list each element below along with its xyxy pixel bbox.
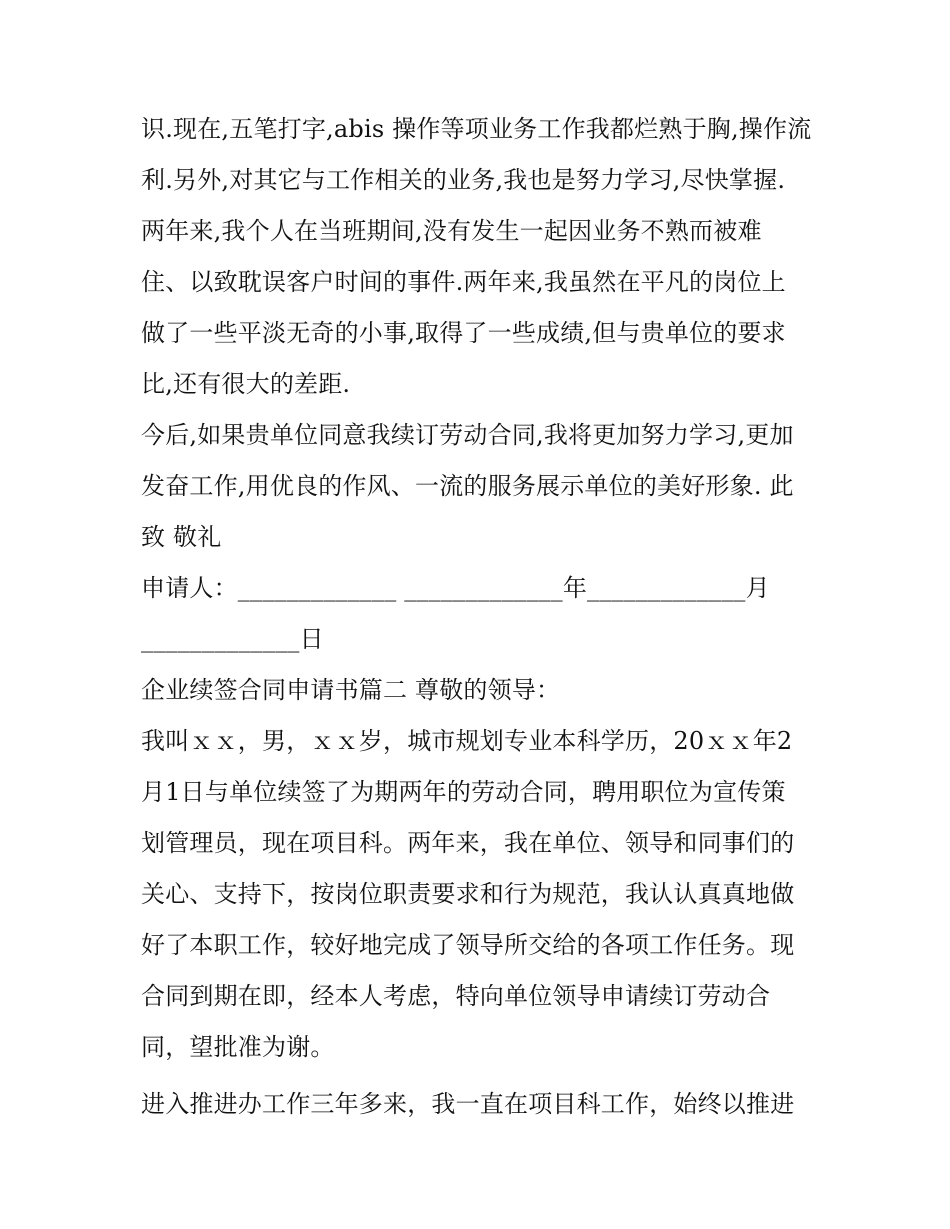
text-line: 月1日与单位续签了为期两年的劳动合同，聘用职位为宣传策 [141, 778, 786, 806]
signature-line: 申请人：_____________ _____________年_____________月 [141, 574, 770, 602]
text-line: 识.现在,五笔打字,abis 操作等项业务工作我都烂熟于胸,操作流 [141, 115, 812, 143]
text-line: 同，望批准为谢。 [141, 1033, 335, 1061]
text-line: 住、以致耽误客户时间的事件.两年来,我虽然在平凡的岗位上 [141, 268, 786, 296]
text-line: 进入推进办工作三年多来，我一直在项目科工作，始终以推进 [141, 1090, 795, 1118]
text-line: 关心、支持下，按岗位职责要求和行为规范，我认认真真地做 [141, 880, 795, 908]
text-line: 合同到期在即，经本人考虑，特向单位领导申请续订劳动合 [141, 982, 771, 1010]
text-line: 今后,如果贵单位同意我续订劳动合同,我将更加努力学习,更加 [141, 421, 794, 449]
text-line: 致 敬礼 [141, 523, 222, 551]
text-line: 我叫ｘｘ，男，ｘｘ岁，城市规划专业本科学历，20ｘｘ年2 [141, 727, 793, 755]
text-line: 两年来,我个人在当班期间,没有发生一起因业务不熟而被难 [141, 217, 762, 245]
text-line: 比,还有很大的差距. [141, 370, 351, 398]
date-line: _____________日 [141, 625, 324, 653]
text-line: 划管理员，现在项目科。两年来，我在单位、领导和同事们的 [141, 829, 795, 857]
text-line: 利.另外,对其它与工作相关的业务,我也是努力学习,尽快掌握. [141, 166, 786, 194]
document-body [141, 104, 821, 1130]
section-heading: 企业续签合同申请书篇二 尊敬的领导： [141, 676, 561, 704]
text-line: 好了本职工作，较好地完成了领导所交给的各项工作任务。现 [141, 931, 795, 959]
text-line: 做了一些平淡无奇的小事,取得了一些成绩,但与贵单位的要求 [141, 319, 786, 347]
text-line: 发奋工作,用优良的作风、一流的服务展示单位的美好形象. 此 [141, 472, 794, 500]
